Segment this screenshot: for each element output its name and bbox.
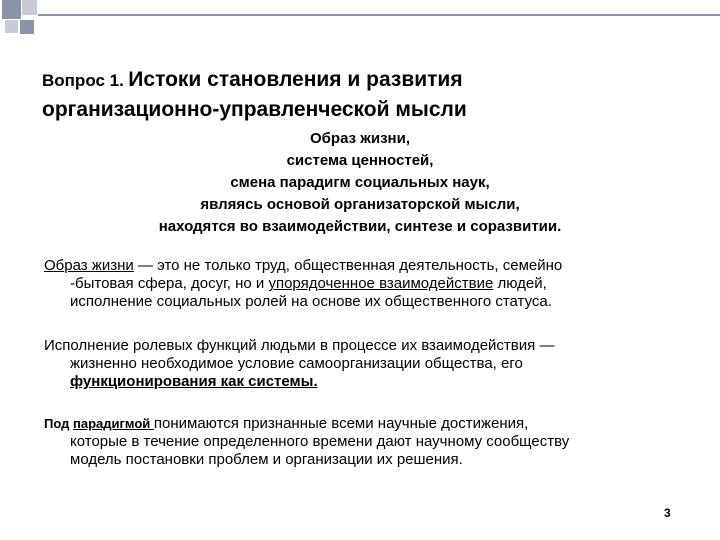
paragraph-lifestyle <box>44 257 694 311</box>
statement-line: находятся во взаимодействии, синтезе и соразвитии. <box>158 218 562 235</box>
decor-square-light <box>5 20 18 33</box>
term-lifestyle: Образ жизни <box>44 257 134 274</box>
paragraph-text: -бытовая сфера, досуг, но и <box>70 275 269 292</box>
center-statement <box>60 128 660 238</box>
emphasized-phrase: функционирования как системы. <box>70 373 318 390</box>
paragraph-text: которые в течение определенного времени дают научному сообществу <box>70 433 570 450</box>
paragraph-text: Исполнение ролевых функций людьми в процессе их взаимодействия — <box>44 337 555 354</box>
title-line-2: организационно-управленческой мысли <box>42 98 467 121</box>
decor-square-light <box>22 0 37 15</box>
page-number: 3 <box>664 506 671 520</box>
statement-line: система ценностей, <box>286 152 434 169</box>
underlined-phrase: упорядоченное взаимодействие <box>268 275 494 292</box>
paragraph-text: жизненно необходимое условие самоорганизации общества, его <box>70 355 523 372</box>
paragraph-text: модель постановки проблем и организации их решения. <box>70 451 463 468</box>
term-paradigm: парадигмой <box>72 416 154 431</box>
paragraph-text: — это не только труд, общественная деятельность, семейно <box>133 257 563 274</box>
paragraph-role-functions <box>44 337 694 391</box>
decor-square-dark <box>2 0 21 19</box>
paragraph-text: людей, <box>493 275 547 292</box>
statement-line: Образ жизни, <box>309 130 410 147</box>
slide-title <box>42 66 682 124</box>
question-label: Вопрос 1. <box>42 71 124 90</box>
paragraph-text: понимаются признанные всеми научные достижения, <box>153 415 529 432</box>
statement-line: являясь основой организаторской мысли, <box>200 196 520 213</box>
decor-square-dark <box>20 20 34 34</box>
paragraph-paradigm <box>44 415 694 469</box>
statement-line: смена парадигм социальных наук, <box>230 174 490 191</box>
paragraph-lead: Под <box>44 416 73 431</box>
paragraph-text: исполнение социальных ролей на основе их общественного статуса. <box>70 293 552 310</box>
title-line-1: Истоки становления и развития <box>128 68 463 91</box>
header-divider <box>38 14 720 16</box>
